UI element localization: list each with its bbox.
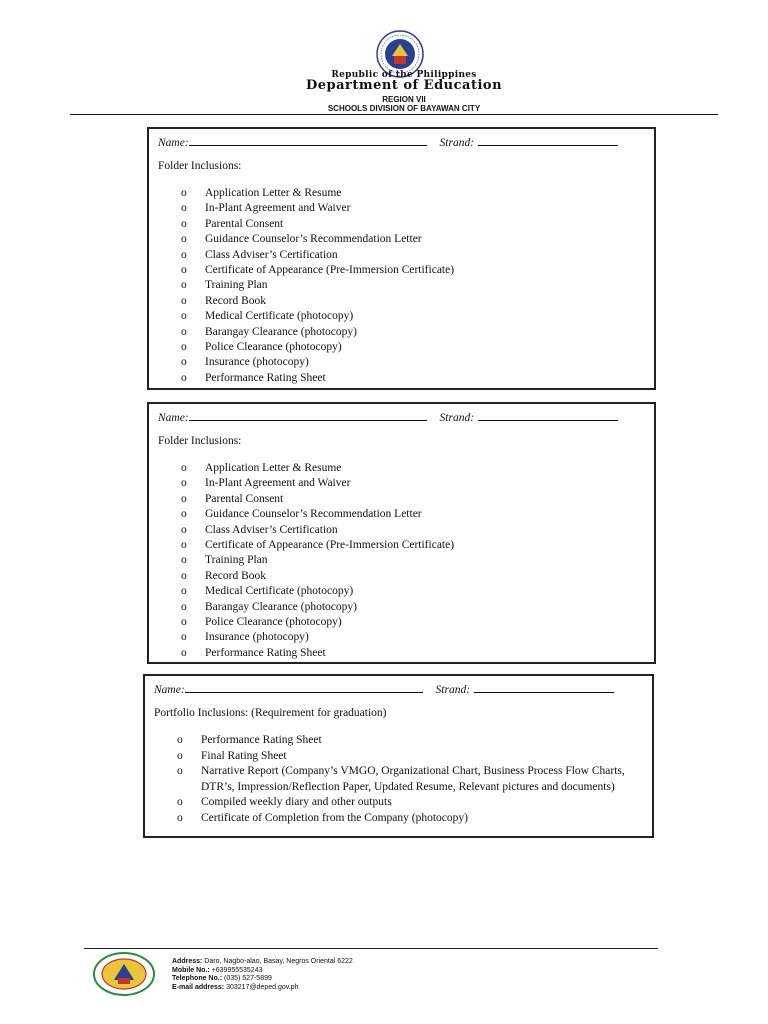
name-label: Name: <box>158 412 189 424</box>
region-heading: REGION VII <box>382 95 426 104</box>
bullet-icon: o <box>177 734 183 746</box>
bullet-icon: o <box>181 263 187 276</box>
list-item: o Barangay Clearance (photocopy) <box>181 325 454 340</box>
bullet-icon: o <box>181 248 187 261</box>
name-strand-row <box>158 409 618 424</box>
list-item: o Class Adviser’s Certification <box>181 248 454 263</box>
bullet-icon: o <box>181 356 187 369</box>
list-item: o Class Adviser’s Certification <box>181 523 454 538</box>
name-strand-row <box>154 681 614 696</box>
bullet-icon: o <box>181 554 187 567</box>
list-item: o Police Clearance (photocopy) <box>181 615 454 630</box>
list-item: o Record Book <box>181 294 454 309</box>
inclusions-title: Folder Inclusions: <box>158 160 242 172</box>
bullet-icon: o <box>181 325 187 338</box>
name-field[interactable] <box>189 409 427 421</box>
bullet-icon: o <box>177 796 183 808</box>
list-item: o Insurance (photocopy) <box>181 355 454 370</box>
list-item: o In-Plant Agreement and Waiver <box>181 476 454 491</box>
list-item: o Guidance Counselor’s Recommendation Letter <box>181 507 454 522</box>
bullet-icon: o <box>181 538 187 551</box>
list-item: o Barangay Clearance (photocopy) <box>181 600 454 615</box>
list-item: o In-Plant Agreement and Waiver <box>181 201 454 216</box>
footer-mobile: Mobile No.: +639955535243 <box>172 966 263 974</box>
inclusions-list <box>177 733 641 826</box>
bullet-icon: o <box>181 340 187 353</box>
folder-inclusions-box-2 <box>147 402 656 664</box>
list-item: o Narrative Report (Company’s VMGO, Organizational Chart, Business Process Flow Charts, DTR’s, Impression/Reflection Paper, Updated Resume, Relevant pictures and documents) <box>177 765 625 793</box>
folder-inclusions-box-1 <box>147 127 656 390</box>
list-item: o Final Rating Sheet <box>177 749 641 765</box>
inclusions-title: Folder Inclusions: <box>158 435 242 447</box>
list-item: o Certificate of Appearance (Pre-Immersion Certificate) <box>181 263 454 278</box>
strand-label: Strand: <box>439 412 475 424</box>
bullet-icon: o <box>181 187 187 199</box>
division-heading: SCHOOLS DIVISION OF BAYAWAN CITY <box>327 104 481 113</box>
bullet-icon: o <box>181 492 187 505</box>
bullet-icon: o <box>181 371 187 384</box>
list-item: o Medical Certificate (photocopy) <box>181 584 454 599</box>
bullet-icon: o <box>181 202 187 215</box>
list-item: o Compiled weekly diary and other outputs <box>177 795 641 811</box>
footer-divider <box>84 948 658 949</box>
strand-label: Strand: <box>435 684 471 696</box>
strand-field[interactable] <box>478 134 618 146</box>
name-label: Name: <box>158 137 189 149</box>
footer-address: Address: Daro, Nagbo-alao, Basay, Negros Oriental 6222 <box>172 958 353 965</box>
inclusions-list <box>181 186 454 386</box>
bullet-icon: o <box>181 462 187 474</box>
list-item: o Training Plan <box>181 553 454 568</box>
bullet-icon: o <box>181 310 187 323</box>
list-item: o Performance Rating Sheet <box>181 646 454 661</box>
list-item: o Application Letter & Resume <box>181 461 454 476</box>
strand-label: Strand: <box>439 137 475 149</box>
footer-telephone: Telephone No.: (035) 527-5899 <box>172 975 272 983</box>
list-item: o Guidance Counselor’s Recommendation Letter <box>181 232 454 247</box>
bullet-icon: o <box>181 523 187 536</box>
list-item: o Certificate of Completion from the Company (photocopy) <box>177 811 641 827</box>
list-item: o Performance Rating Sheet <box>177 733 641 749</box>
header-divider <box>70 114 718 115</box>
strand-field[interactable] <box>478 409 618 421</box>
list-item: o Insurance (photocopy) <box>181 630 454 645</box>
bullet-icon: o <box>181 585 187 598</box>
bullet-icon: o <box>177 765 183 777</box>
republic-heading: Republic of the Philippines <box>331 70 477 80</box>
bullet-icon: o <box>181 217 187 230</box>
footer-contact <box>172 958 353 992</box>
name-label: Name: <box>154 684 185 696</box>
name-field[interactable] <box>185 681 423 693</box>
bullet-icon: o <box>181 569 187 582</box>
list-item: o Performance Rating Sheet <box>181 371 454 386</box>
bullet-icon: o <box>181 279 187 292</box>
bullet-icon: o <box>177 811 183 824</box>
list-item: o Application Letter & Resume <box>181 186 454 201</box>
department-heading: Department of Education <box>305 78 503 93</box>
bullet-icon: o <box>177 749 183 762</box>
bullet-icon: o <box>181 477 187 490</box>
inclusions-title: Portfolio Inclusions: (Requirement for graduation) <box>154 707 387 719</box>
bullet-icon: o <box>181 600 187 613</box>
bullet-icon: o <box>181 615 187 628</box>
list-item: o Parental Consent <box>181 492 454 507</box>
bullet-icon: o <box>181 294 187 307</box>
portfolio-inclusions-box <box>143 674 654 838</box>
strand-field[interactable] <box>474 681 614 693</box>
list-item: o Police Clearance (photocopy) <box>181 340 454 355</box>
school-seal-icon <box>92 952 156 996</box>
bullet-icon: o <box>181 233 187 246</box>
list-item: o Parental Consent <box>181 217 454 232</box>
bullet-icon: o <box>181 646 187 659</box>
bullet-icon: o <box>181 631 187 644</box>
list-item: o Certificate of Appearance (Pre-Immersion Certificate) <box>181 538 454 553</box>
list-item: o Medical Certificate (photocopy) <box>181 309 454 324</box>
name-strand-row <box>158 134 618 149</box>
inclusions-list <box>181 461 454 661</box>
name-field[interactable] <box>189 134 427 146</box>
footer-email: E-mail address: 303217@deped.gov.ph <box>172 983 299 991</box>
list-item: o Record Book <box>181 569 454 584</box>
list-item: o Training Plan <box>181 278 454 293</box>
bullet-icon: o <box>181 508 187 521</box>
